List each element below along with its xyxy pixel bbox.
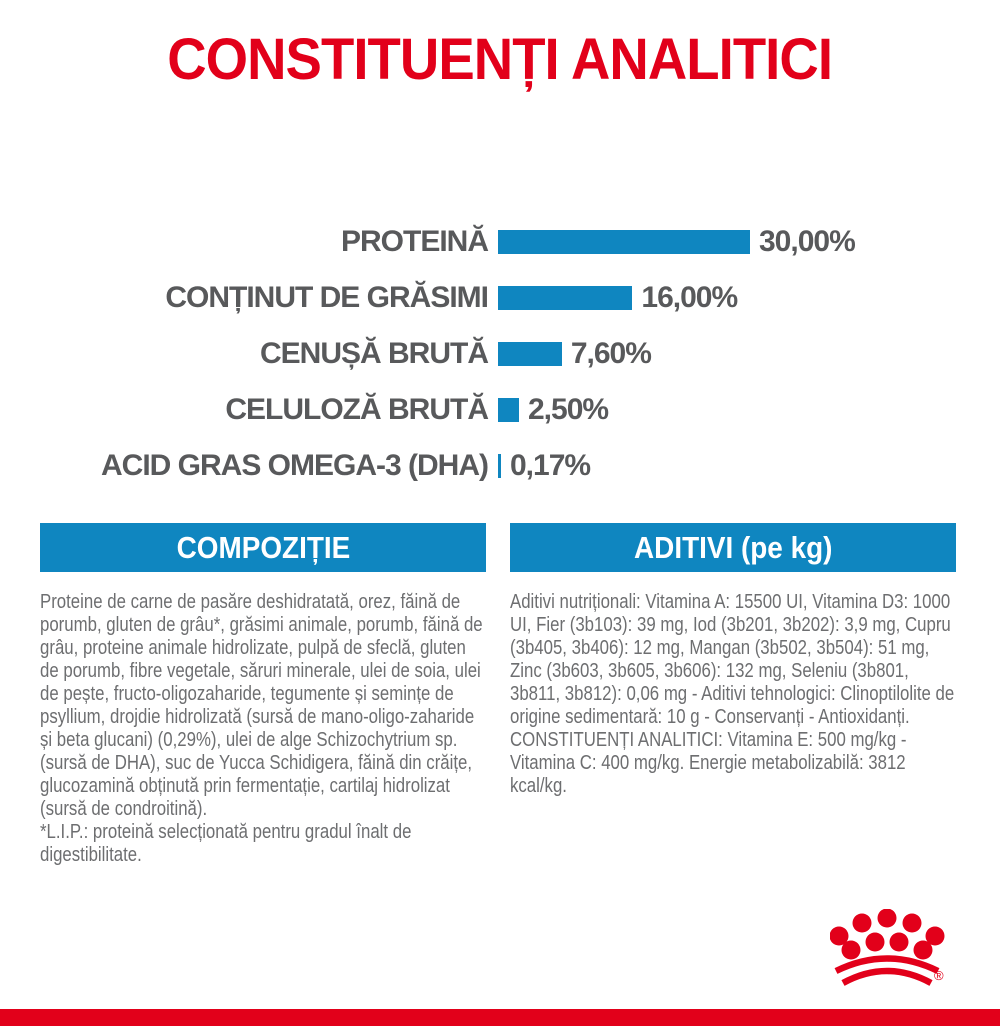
chart-row — [0, 448, 1000, 484]
crown-gem — [914, 941, 933, 960]
chart-bar — [498, 454, 501, 478]
chart-row — [0, 224, 1000, 260]
registered-trademark-icon: ® — [934, 968, 944, 983]
crown-band — [843, 971, 931, 983]
chart-value-label: 2,50% — [528, 393, 609, 426]
chart-row — [0, 336, 1000, 372]
footer-red-strip — [0, 1009, 1000, 1026]
crown-gem — [842, 941, 861, 960]
royal-canin-crown-logo — [830, 909, 970, 991]
chart-value-label: 0,17% — [510, 449, 591, 482]
additives-analytical-text: CONSTITUENȚI ANALITICI: Vitamina E: 500 mg/kg - Vitamina C: 400 mg/kg. Energie metabolizabilă: 3812 kcal/kg. — [510, 729, 907, 797]
composition-body — [40, 591, 486, 867]
crown-gem — [878, 909, 897, 928]
chart-category-label: ACID GRAS OMEGA-3 (DHA) — [101, 449, 488, 482]
additives-body — [510, 591, 956, 798]
chart-category-label: CENUȘĂ BRUTĂ — [260, 337, 488, 370]
chart-bar — [498, 286, 632, 310]
composition-footnote: *L.I.P.: proteină selecționată pentru gradul înalt de digestibilitate. — [40, 821, 412, 866]
chart-row — [0, 280, 1000, 316]
chart-value-label: 7,60% — [570, 337, 651, 370]
chart-value-label: 16,00% — [641, 281, 738, 314]
composition-header — [40, 523, 486, 572]
additives-text: Aditivi nutriționali: Vitamina A: 15500 UI, Vitamina D3: 1000 UI, Fier (3b103): 39 mg, Iod (3b201, 3b202): 3,9 mg, Cupru (3b405, 3b406): 12 mg, Mangan (3b502, 3b504): 51 mg, Zinc (3b603, 3b605, 3b606): 132 mg, Seleniu (3b801, 3b811, 3b812): 0,06 mg - Aditivi tehnologici: Clinoptilolite de origine sedimentară: 10 g - Conservanți - Antioxidanți. — [510, 591, 955, 728]
crown-gem — [890, 933, 909, 952]
chart-category-label: CONȚINUT DE GRĂSIMI — [165, 281, 488, 314]
chart-value-label: 30,00% — [759, 225, 855, 258]
crown-gem — [866, 933, 885, 952]
chart-bar — [498, 230, 750, 254]
composition-header-label: COMPOZIȚIE — [176, 530, 350, 565]
chart-category-label: PROTEINĂ — [340, 225, 488, 258]
chart-bar — [498, 342, 562, 366]
page-title: CONSTITUENȚI ANALITICI — [167, 27, 833, 92]
composition-section — [40, 523, 486, 867]
chart-row — [0, 392, 1000, 428]
additives-header — [510, 523, 956, 572]
composition-text: Proteine de carne de pasăre deshidratată, orez, făină de porumb, gluten de grâu*, grăsimi animale, porumb, făină de grâu, proteine animale hidrolizate, pulpă de sfeclă, gluten de porumb, fibre vegetale, săruri minerale, ulei de soia, ulei de pește, fructo-oligozaharide, tegumente și semințe de psyllium, drojdie hidrolizată (sursă de mano-oligo-zaharide și beta glucani) (0,29%), ulei de alge Schizochytrium sp. (sursă de DHA), suc de Yucca Schidigera, făină din crăițe, glucozamină obținută prin fermentație, cartilaj hidrolizat (sursă de condroitină). — [40, 591, 483, 820]
nutrition-panel — [0, 26, 1000, 983]
crown-gem — [853, 914, 872, 933]
additives-header-label: ADITIVI (pe kg) — [633, 530, 833, 565]
chart-bar — [498, 398, 519, 422]
info-columns — [40, 523, 956, 867]
chart-category-label: CELULOZĂ BRUTĂ — [225, 393, 488, 426]
bar-chart — [0, 224, 1000, 484]
additives-section — [510, 523, 956, 867]
crown-gem — [903, 914, 922, 933]
